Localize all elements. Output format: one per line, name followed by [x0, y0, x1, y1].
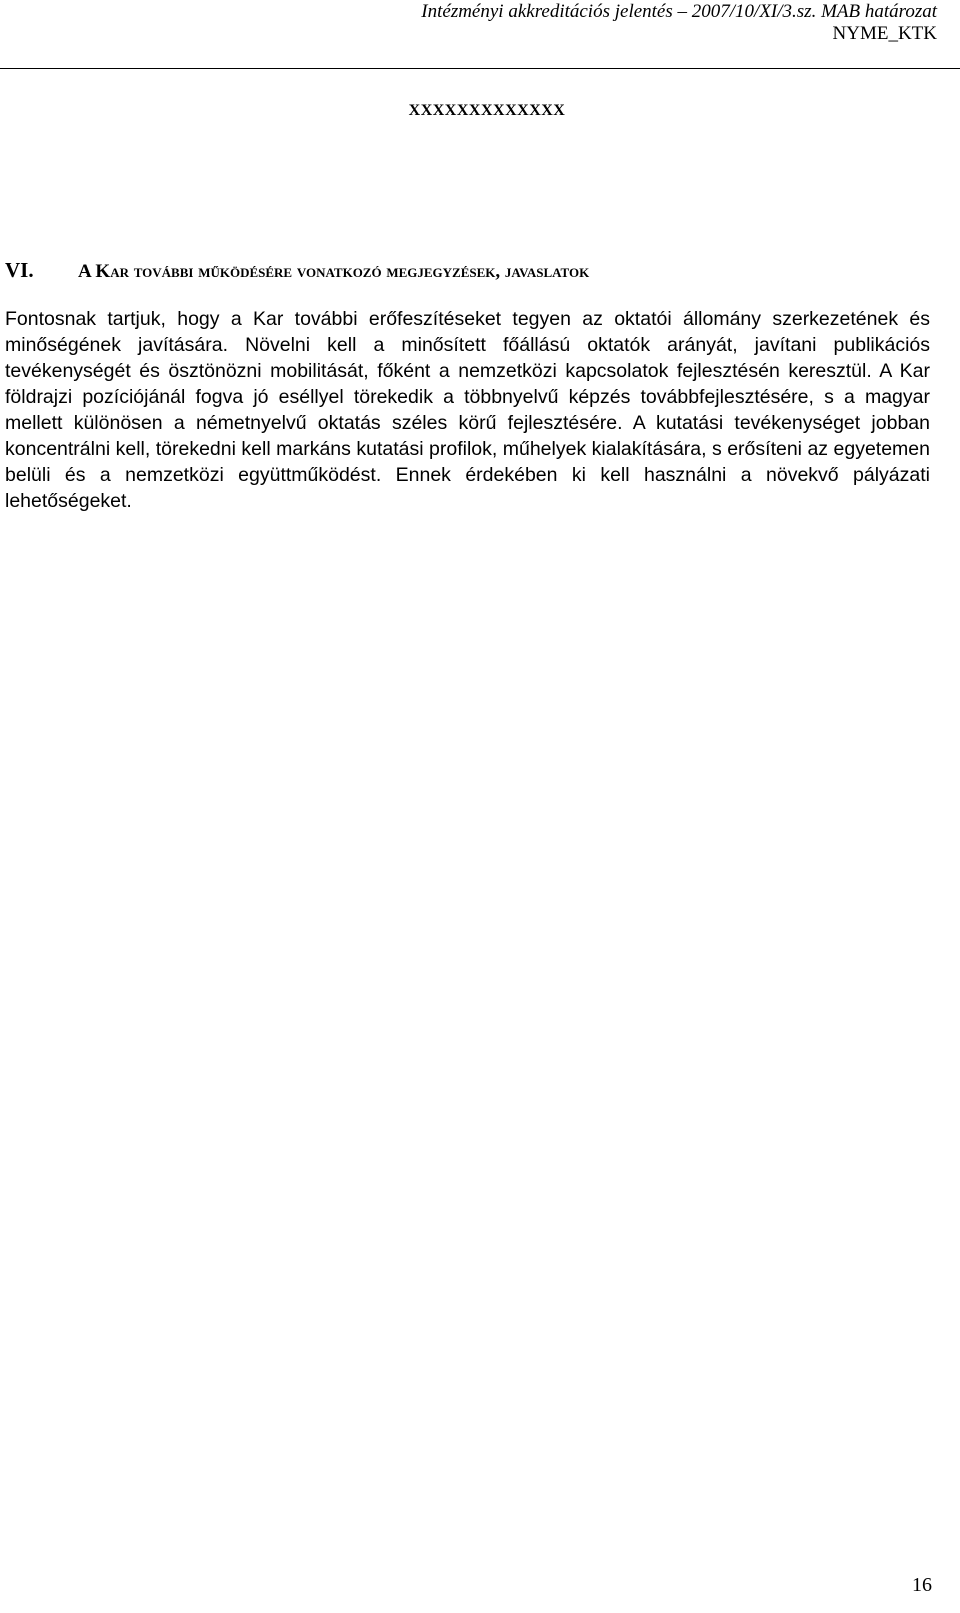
section-heading [5, 258, 589, 284]
page-number: 16 [912, 1574, 932, 1596]
header-divider [0, 68, 960, 69]
placeholder-title-text: XXXXXXXXXXXXX [408, 102, 566, 119]
page-header [0, 0, 960, 70]
header-document-title: Intézményi akkreditációs jelentés – 2007/10/XI/3.sz. MAB határozat [421, 1, 937, 22]
body-paragraph: Fontosnak tartjuk, hogy a Kar további erőfeszítéseket tegyen az oktatói állomány szerkezetének és minőségének javítására. Növelni kell a minősített főállású oktatók arányát, javítani publikációs tevékenységét és ösztönözni mobilitását, főként a nemzetközi kapcsolatok fejlesztésén keresztül. A Kar földrajzi pozíciójánál fogva jó eséllyel törekedik a többnyelvű képzés továbbfejlesztésére, s a magyar mellett különösen a németnyelvű oktatás széles körű fejlesztésére. A kutatási tevékenységet jobban koncentrálni kell, törekedni kell markáns kutatási profilok, műhelyek kialakítására, s erősíteni az egyetemen belüli és a nemzetközi együttműködést. Ennek érdekében ki kell használni a növekvő pályázati lehetőségeket. [5, 308, 930, 512]
section-title: A Kar további működésére vonatkozó megjegyzések, javaslatok [78, 261, 590, 282]
placeholder-title [0, 101, 960, 121]
section-number: VI. [5, 258, 34, 282]
header-institution: NYME_KTK [832, 23, 937, 44]
